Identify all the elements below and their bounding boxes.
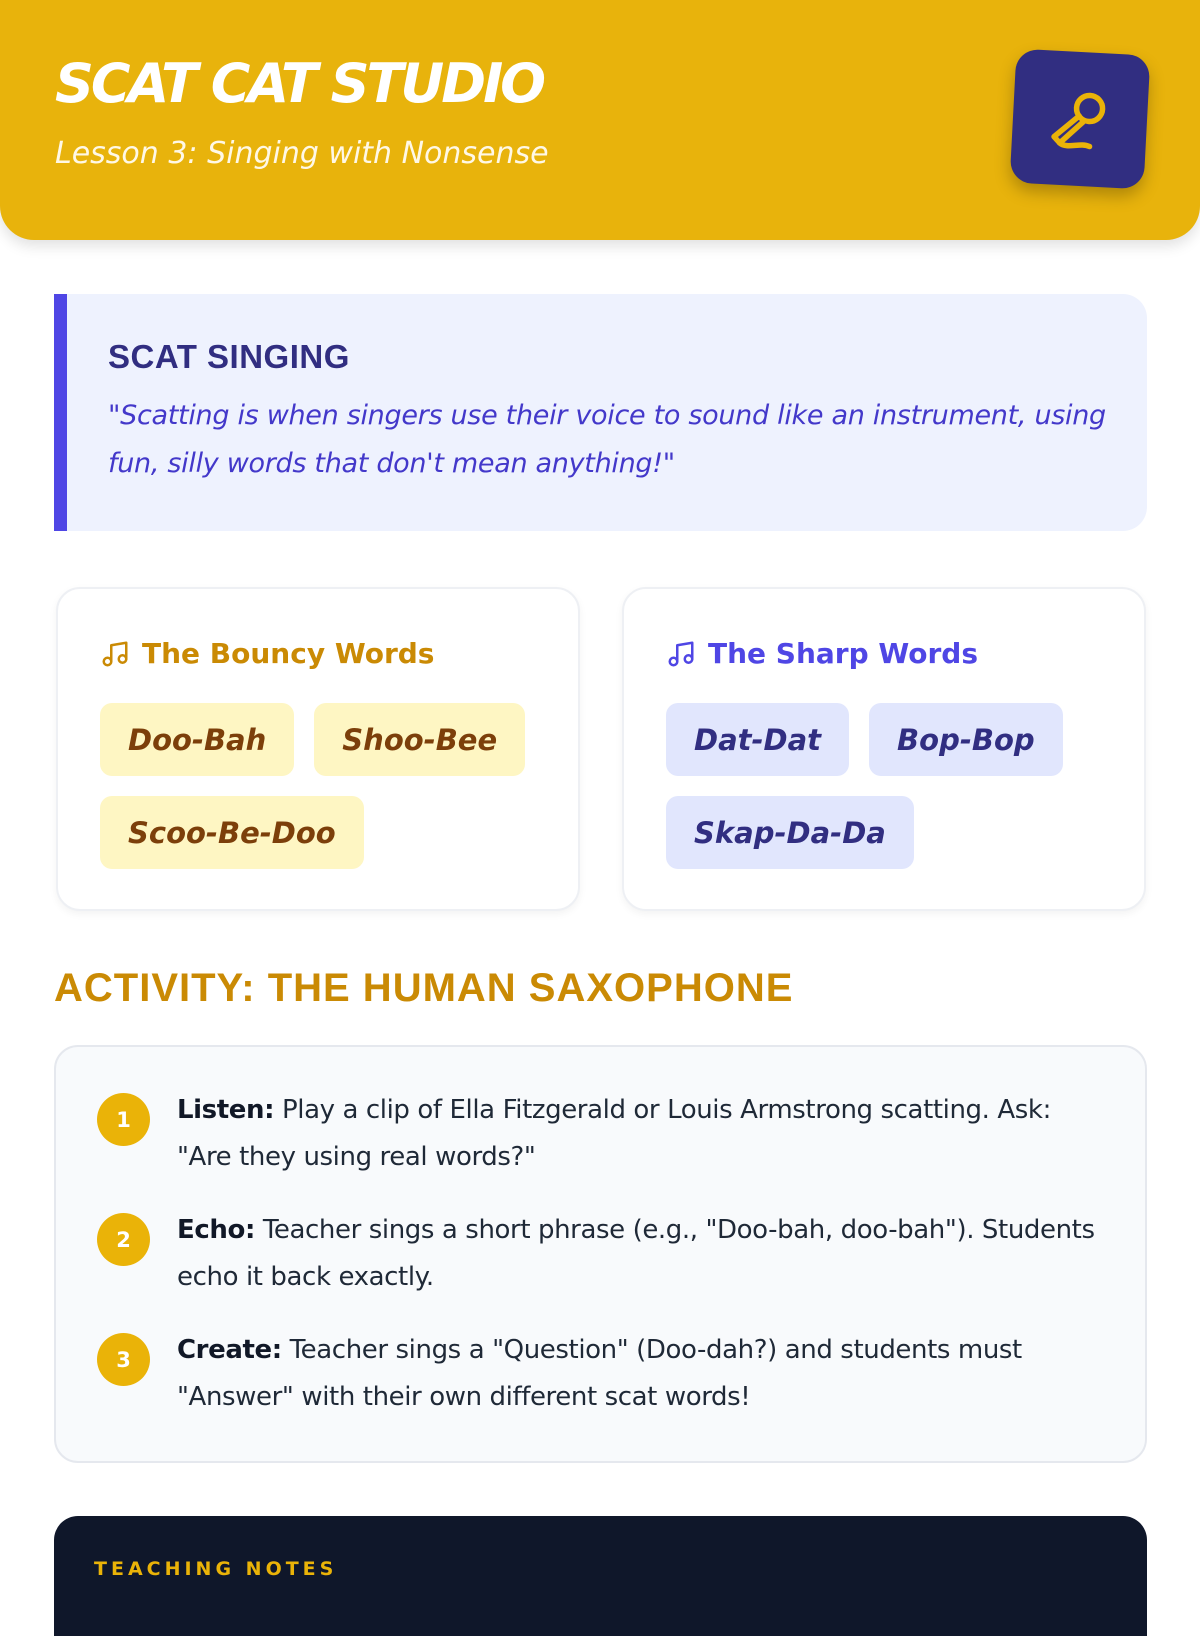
card-title: The Sharp Words — [708, 637, 979, 670]
bouncy-words-card — [56, 587, 580, 911]
microphone-icon — [1045, 84, 1114, 153]
microphone-badge — [1010, 49, 1151, 190]
word-chip[interactable]: Bop-Bop — [869, 703, 1063, 776]
word-chip[interactable]: Scoo-Be-Doo — [100, 796, 364, 869]
step-number-badge: 1 — [97, 1093, 150, 1146]
card-heading — [100, 637, 434, 670]
card-heading — [666, 637, 978, 670]
step-text — [177, 1087, 1112, 1181]
music-note-icon — [666, 639, 696, 669]
word-chip-list — [666, 703, 1136, 869]
word-chip-list — [100, 703, 570, 869]
definition-quote: "Scatting is when singers use their voice to sound like an instrument, using fun, silly words that don't mean anything!" — [108, 400, 1106, 479]
definition-callout — [54, 294, 1147, 531]
step-text — [177, 1207, 1112, 1301]
lesson-subtitle: Lesson 3: Singing with Nonsense — [55, 136, 549, 171]
step-label: Create: — [177, 1335, 282, 1365]
music-note-icon — [100, 639, 130, 669]
step-description: Teacher sings a short phrase (e.g., "Doo-bah, doo-bah"). Students echo it back exactly. — [177, 1215, 1095, 1292]
step-description: Play a clip of Ella Fitzgerald or Louis Armstrong scatting. Ask: "Are they using real words?" — [177, 1095, 1051, 1172]
word-chip[interactable]: Doo-Bah — [100, 703, 294, 776]
teaching-notes-panel — [54, 1516, 1147, 1636]
word-chip[interactable]: Dat-Dat — [666, 703, 849, 776]
card-title: The Bouncy Words — [142, 637, 435, 670]
definition-title: SCAT SINGING — [108, 338, 350, 375]
step-number-badge: 3 — [97, 1333, 150, 1386]
page-header — [0, 0, 1200, 240]
step-text — [177, 1327, 1112, 1421]
sharp-words-card — [622, 587, 1146, 911]
app-title: SCAT CAT STUDIO — [55, 52, 544, 115]
word-chip[interactable]: Skap-Da-Da — [666, 796, 914, 869]
activity-title: ACTIVITY: THE HUMAN SAXOPHONE — [54, 966, 794, 1010]
teaching-notes-label: TEACHING NOTES — [94, 1558, 338, 1580]
step-label: Echo: — [177, 1215, 255, 1245]
step-number-badge: 2 — [97, 1213, 150, 1266]
step-label: Listen: — [177, 1095, 275, 1125]
step-description: Teacher sings a "Question" (Doo-dah?) and students must "Answer" with their own different scat words! — [177, 1335, 1022, 1412]
activity-steps — [54, 1045, 1147, 1463]
word-chip[interactable]: Shoo-Bee — [314, 703, 525, 776]
